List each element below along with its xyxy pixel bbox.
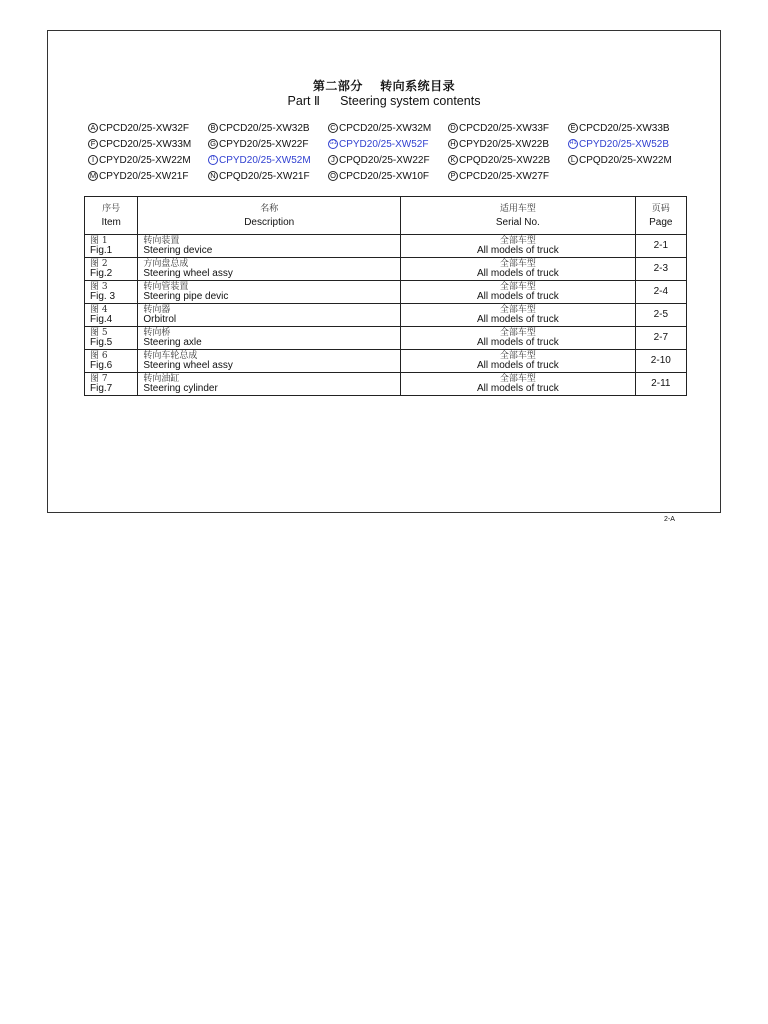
model-entry [328, 169, 448, 183]
circled-letter-icon: L [568, 155, 578, 165]
serial-cell: 全部车型 All models of truck [401, 327, 636, 350]
model-code: CPYD20/25-XW22B [459, 138, 550, 150]
circled-letter-icon: N [208, 171, 218, 181]
circled-letter-icon: G1 [328, 139, 338, 149]
page-number: 2-A [664, 516, 675, 523]
title-chinese: 第二部分 转向系统目录 [312, 79, 456, 93]
page-cell: 2-10 [635, 350, 686, 373]
page-cell: 2-4 [635, 281, 686, 304]
circled-letter-icon: M [89, 171, 97, 181]
model-entry [208, 169, 328, 183]
circled-letter-icon: B [208, 123, 218, 133]
model-entry [328, 137, 448, 151]
table-row [85, 373, 687, 396]
model-entry [88, 137, 208, 151]
circled-letter-icon: P [448, 171, 458, 181]
description-cell: 方向盘总成 Steering wheel assy [138, 258, 401, 281]
model-entry [88, 121, 208, 135]
description-cell: 转向桥 Steering axle [138, 327, 401, 350]
item-cell: 图 2 Fig.2 [85, 258, 138, 281]
circled-letter-icon: I [88, 155, 98, 165]
header-item: 序号 Item [85, 197, 138, 235]
item-cell: 图 1 Fig.1 [85, 235, 138, 258]
page-cell: 2-3 [635, 258, 686, 281]
serial-cell: 全部车型 All models of truck [401, 235, 636, 258]
model-code: CPQD20/25-XW22M [579, 154, 672, 166]
serial-cell: 全部车型 All models of truck [401, 350, 636, 373]
model-code: CPQD20/25-XW22B [459, 154, 551, 166]
model-entry [568, 121, 688, 135]
page-cell: 2-1 [635, 235, 686, 258]
table-row [85, 235, 687, 258]
model-code: CPQD20/25-XW21F [219, 170, 310, 182]
circled-letter-icon: F [88, 139, 98, 149]
circled-letter-icon: J [328, 155, 338, 165]
model-entry [208, 121, 328, 135]
item-cell: 图 4 Fig.4 [85, 304, 138, 327]
model-code: CPCD20/25-XW32M [339, 122, 432, 134]
model-entry [208, 137, 328, 151]
serial-cell: 全部车型 All models of truck [401, 373, 636, 396]
model-code: CPCD20/25-XW33B [579, 122, 670, 134]
table-header-row [85, 197, 687, 235]
model-entry [448, 169, 568, 183]
table-row [85, 258, 687, 281]
circled-letter-icon: G [208, 139, 218, 149]
model-entry [568, 137, 688, 151]
contents-table [84, 196, 687, 396]
circled-letter-icon: K [448, 155, 458, 165]
model-list [88, 121, 688, 183]
circled-letter-icon: O [328, 171, 338, 181]
circled-letter-icon: I1 [208, 155, 218, 165]
model-code: CPYD20/25-XW22M [99, 154, 191, 166]
model-entry [448, 137, 568, 151]
model-code: CPYD20/25-XW52B [579, 138, 670, 150]
title-part: Part Ⅱ [287, 94, 321, 108]
description-cell: 转向器 Orbitrol [138, 304, 401, 327]
model-code: CPCD20/25-XW33M [99, 138, 192, 150]
model-code: CPYD20/25-XW52M [219, 154, 311, 166]
circled-letter-icon: H1 [568, 139, 578, 149]
model-code: CPQD20/25-XW22F [339, 154, 430, 166]
document-frame [47, 30, 721, 513]
model-code: CPCD20/25-XW32F [99, 122, 190, 134]
model-code: CPCD20/25-XW32B [219, 122, 310, 134]
title-english [48, 93, 720, 108]
model-code: CPCD20/25-XW33F [459, 122, 550, 134]
model-entry [208, 153, 328, 167]
header-serial: 适用车型 Serial No. [401, 197, 636, 235]
page-cell: 2-7 [635, 327, 686, 350]
circled-letter-icon: C [328, 123, 338, 133]
item-cell: 图 7 Fig.7 [85, 373, 138, 396]
model-entry [448, 153, 568, 167]
serial-cell: 全部车型 All models of truck [401, 281, 636, 304]
model-entry [328, 153, 448, 167]
description-cell: 转向装置 Steering device [138, 235, 401, 258]
item-cell: 图 3 Fig. 3 [85, 281, 138, 304]
model-entry [88, 153, 208, 167]
table-row [85, 281, 687, 304]
header-description: 名称 Description [138, 197, 401, 235]
title-text: Steering system contents [340, 94, 481, 108]
circled-letter-icon: H [448, 139, 458, 149]
header-page: 页码 Page [635, 197, 686, 235]
model-entry [328, 121, 448, 135]
description-cell: 转向管装置 Steering pipe devic [138, 281, 401, 304]
table-row [85, 327, 687, 350]
serial-cell: 全部车型 All models of truck [401, 304, 636, 327]
model-code: CPYD20/25-XW22F [219, 138, 309, 150]
model-code: CPYD20/25-XW52F [339, 138, 429, 150]
circled-letter-icon: A [88, 123, 98, 133]
circled-letter-icon: D [448, 123, 458, 133]
table-row [85, 304, 687, 327]
serial-cell: 全部车型 All models of truck [401, 258, 636, 281]
table-row [85, 350, 687, 373]
model-entry [448, 121, 568, 135]
model-code: CPCD20/25-XW10F [339, 170, 430, 182]
model-code: CPYD20/25-XW21F [99, 170, 189, 182]
item-cell: 图 6 Fig.6 [85, 350, 138, 373]
model-code: CPCD20/25-XW27F [459, 170, 550, 182]
page-cell: 2-11 [635, 373, 686, 396]
model-entry [568, 153, 688, 167]
description-cell: 转向车轮总成 Steering wheel assy [138, 350, 401, 373]
description-cell: 转向油缸 Steering cylinder [138, 373, 401, 396]
model-entry [88, 169, 208, 183]
circled-letter-icon: E [568, 123, 578, 133]
item-cell: 图 5 Fig.5 [85, 327, 138, 350]
page-cell: 2-5 [635, 304, 686, 327]
